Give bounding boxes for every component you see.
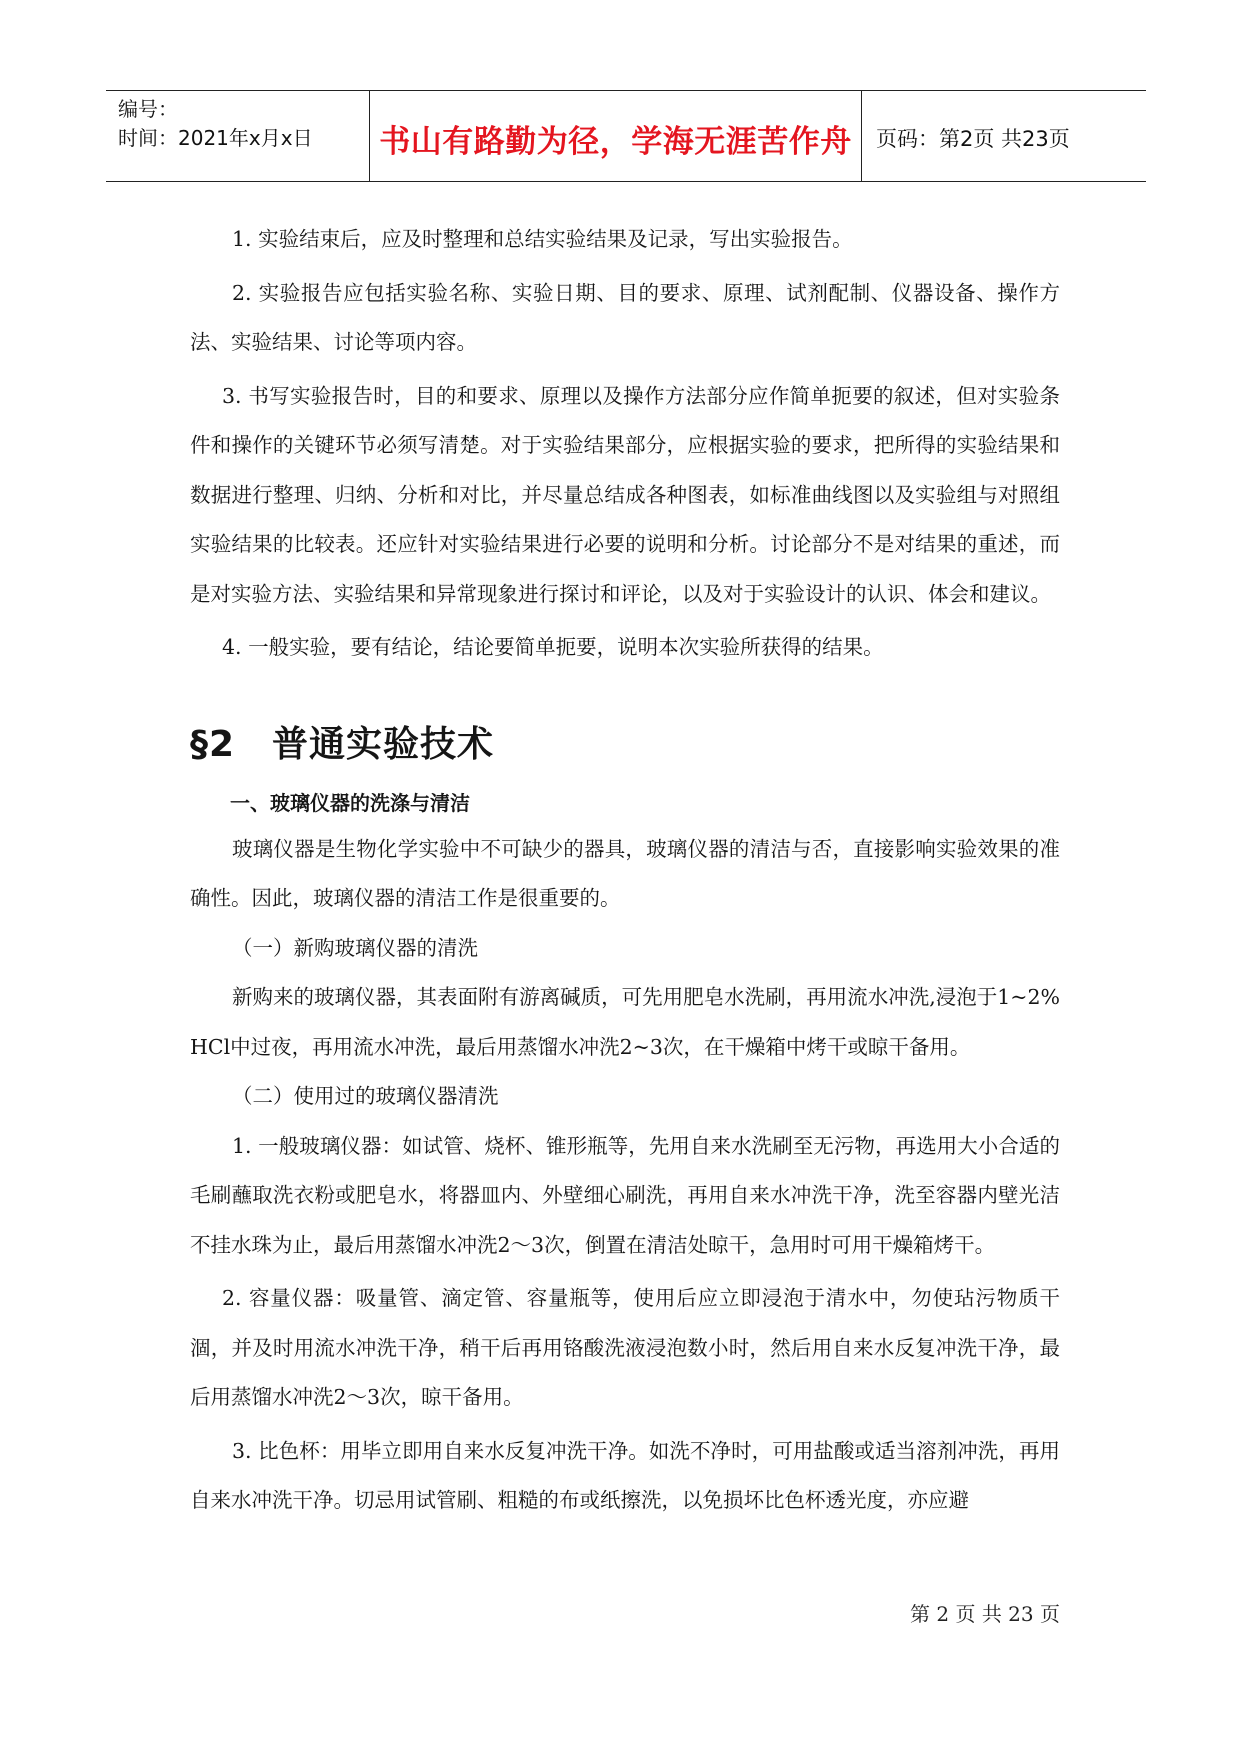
document-time: 时间：2021年x月x日 [118,126,313,150]
header-motto: 书山有路勤为径，学海无涯苦作舟 [370,91,862,181]
paragraph-volumetric: 2. 容量仪器：吸量管、滴定管、容量瓶等，使用后应立即浸泡于清水中，勿使玷污物质干涸，并及时用流水冲洗干净，稍干后再用铬酸洗液浸泡数小时，然后用自来水反复冲洗干净，最后用蒸馏水冲洗2～3次，晾干备用。 [190,1286,1060,1409]
paragraph-report-4: 4. 一般实验，要有结论，结论要简单扼要，说明本次实验所获得的结果。 [222,635,884,659]
page-footer: 第 2 页 共 23 页 [910,1602,1060,1626]
header-page-info: 页码：第2页 共23页 [876,127,1070,151]
document-body [190,215,1060,1526]
paragraph-report-1: 1. 实验结束后，应及时整理和总结实验结果及记录，写出实验报告。 [232,227,853,251]
paragraph-new-glassware: 新购来的玻璃仪器，其表面附有游离碱质，可先用肥皂水洗刷，再用流水冲洗,浸泡于1~2% HCl中过夜，再用流水冲洗，最后用蒸馏水冲洗2~3次，在干燥箱中烤干或晾干备用。 [190,985,1060,1059]
document-number-label: 编号： [118,97,178,121]
paragraph-report-3: 3. 书写实验报告时，目的和要求、原理以及操作方法部分应作简单扼要的叙述，但对实验条件和操作的关键环节必须写清楚。对于实验结果部分，应根据实验的要求，把所得的实验结果和数据进行整理、归纳、分析和对比，并尽量总结成各种图表，如标准曲线图以及实验组与对照组实验结果的比较表。还应针对实验结果进行必要的说明和分析。讨论部分不是对结果的重述，而是对实验方法、实验结果和异常现象进行探讨和评论，以及对于实验设计的认识、体会和建议。 [190,383,1060,606]
paragraph-report-2: 2. 实验报告应包括实验名称、实验日期、目的要求、原理、试剂配制、仪器设备、操作方法、实验结果、讨论等项内容。 [190,280,1060,354]
subheading-new-glassware: （一）新购玻璃仪器的清洗 [232,935,478,960]
section-subtitle: 一、玻璃仪器的洗涤与清洁 [230,790,470,815]
paragraph-cuvette: 3. 比色杯：用毕立即用自来水反复冲洗干净。如洗不净时，可用盐酸或适当溶剂冲洗，再用自来水冲洗干净。切忌用试管刷、粗糙的布或纸擦洗，以免损坏比色杯透光度，亦应避 [190,1438,1060,1512]
subheading-used-glassware: （二）使用过的玻璃仪器清洗 [232,1084,499,1108]
header-meta [106,91,370,181]
section-title: §2 普通实验技术 [190,723,495,765]
paragraph-intro: 玻璃仪器是生物化学实验中不可缺少的器具，玻璃仪器的清洁与否，直接影响实验效果的准确性。因此，玻璃仪器的清洁工作是很重要的。 [190,836,1060,910]
paragraph-general-glassware: 1. 一般玻璃仪器：如试管、烧杯、锥形瓶等，先用自来水洗刷至无污物，再选用大小合适的毛刷蘸取洗衣粉或肥皂水，将器皿内、外壁细心刷洗，再用自来水冲洗干净，洗至容器内壁光洁不挂水珠为止，最后用蒸馏水冲洗2～3次，倒置在清洁处晾干，急用时可用干燥箱烤干。 [190,1133,1060,1257]
page-header [106,90,1146,182]
